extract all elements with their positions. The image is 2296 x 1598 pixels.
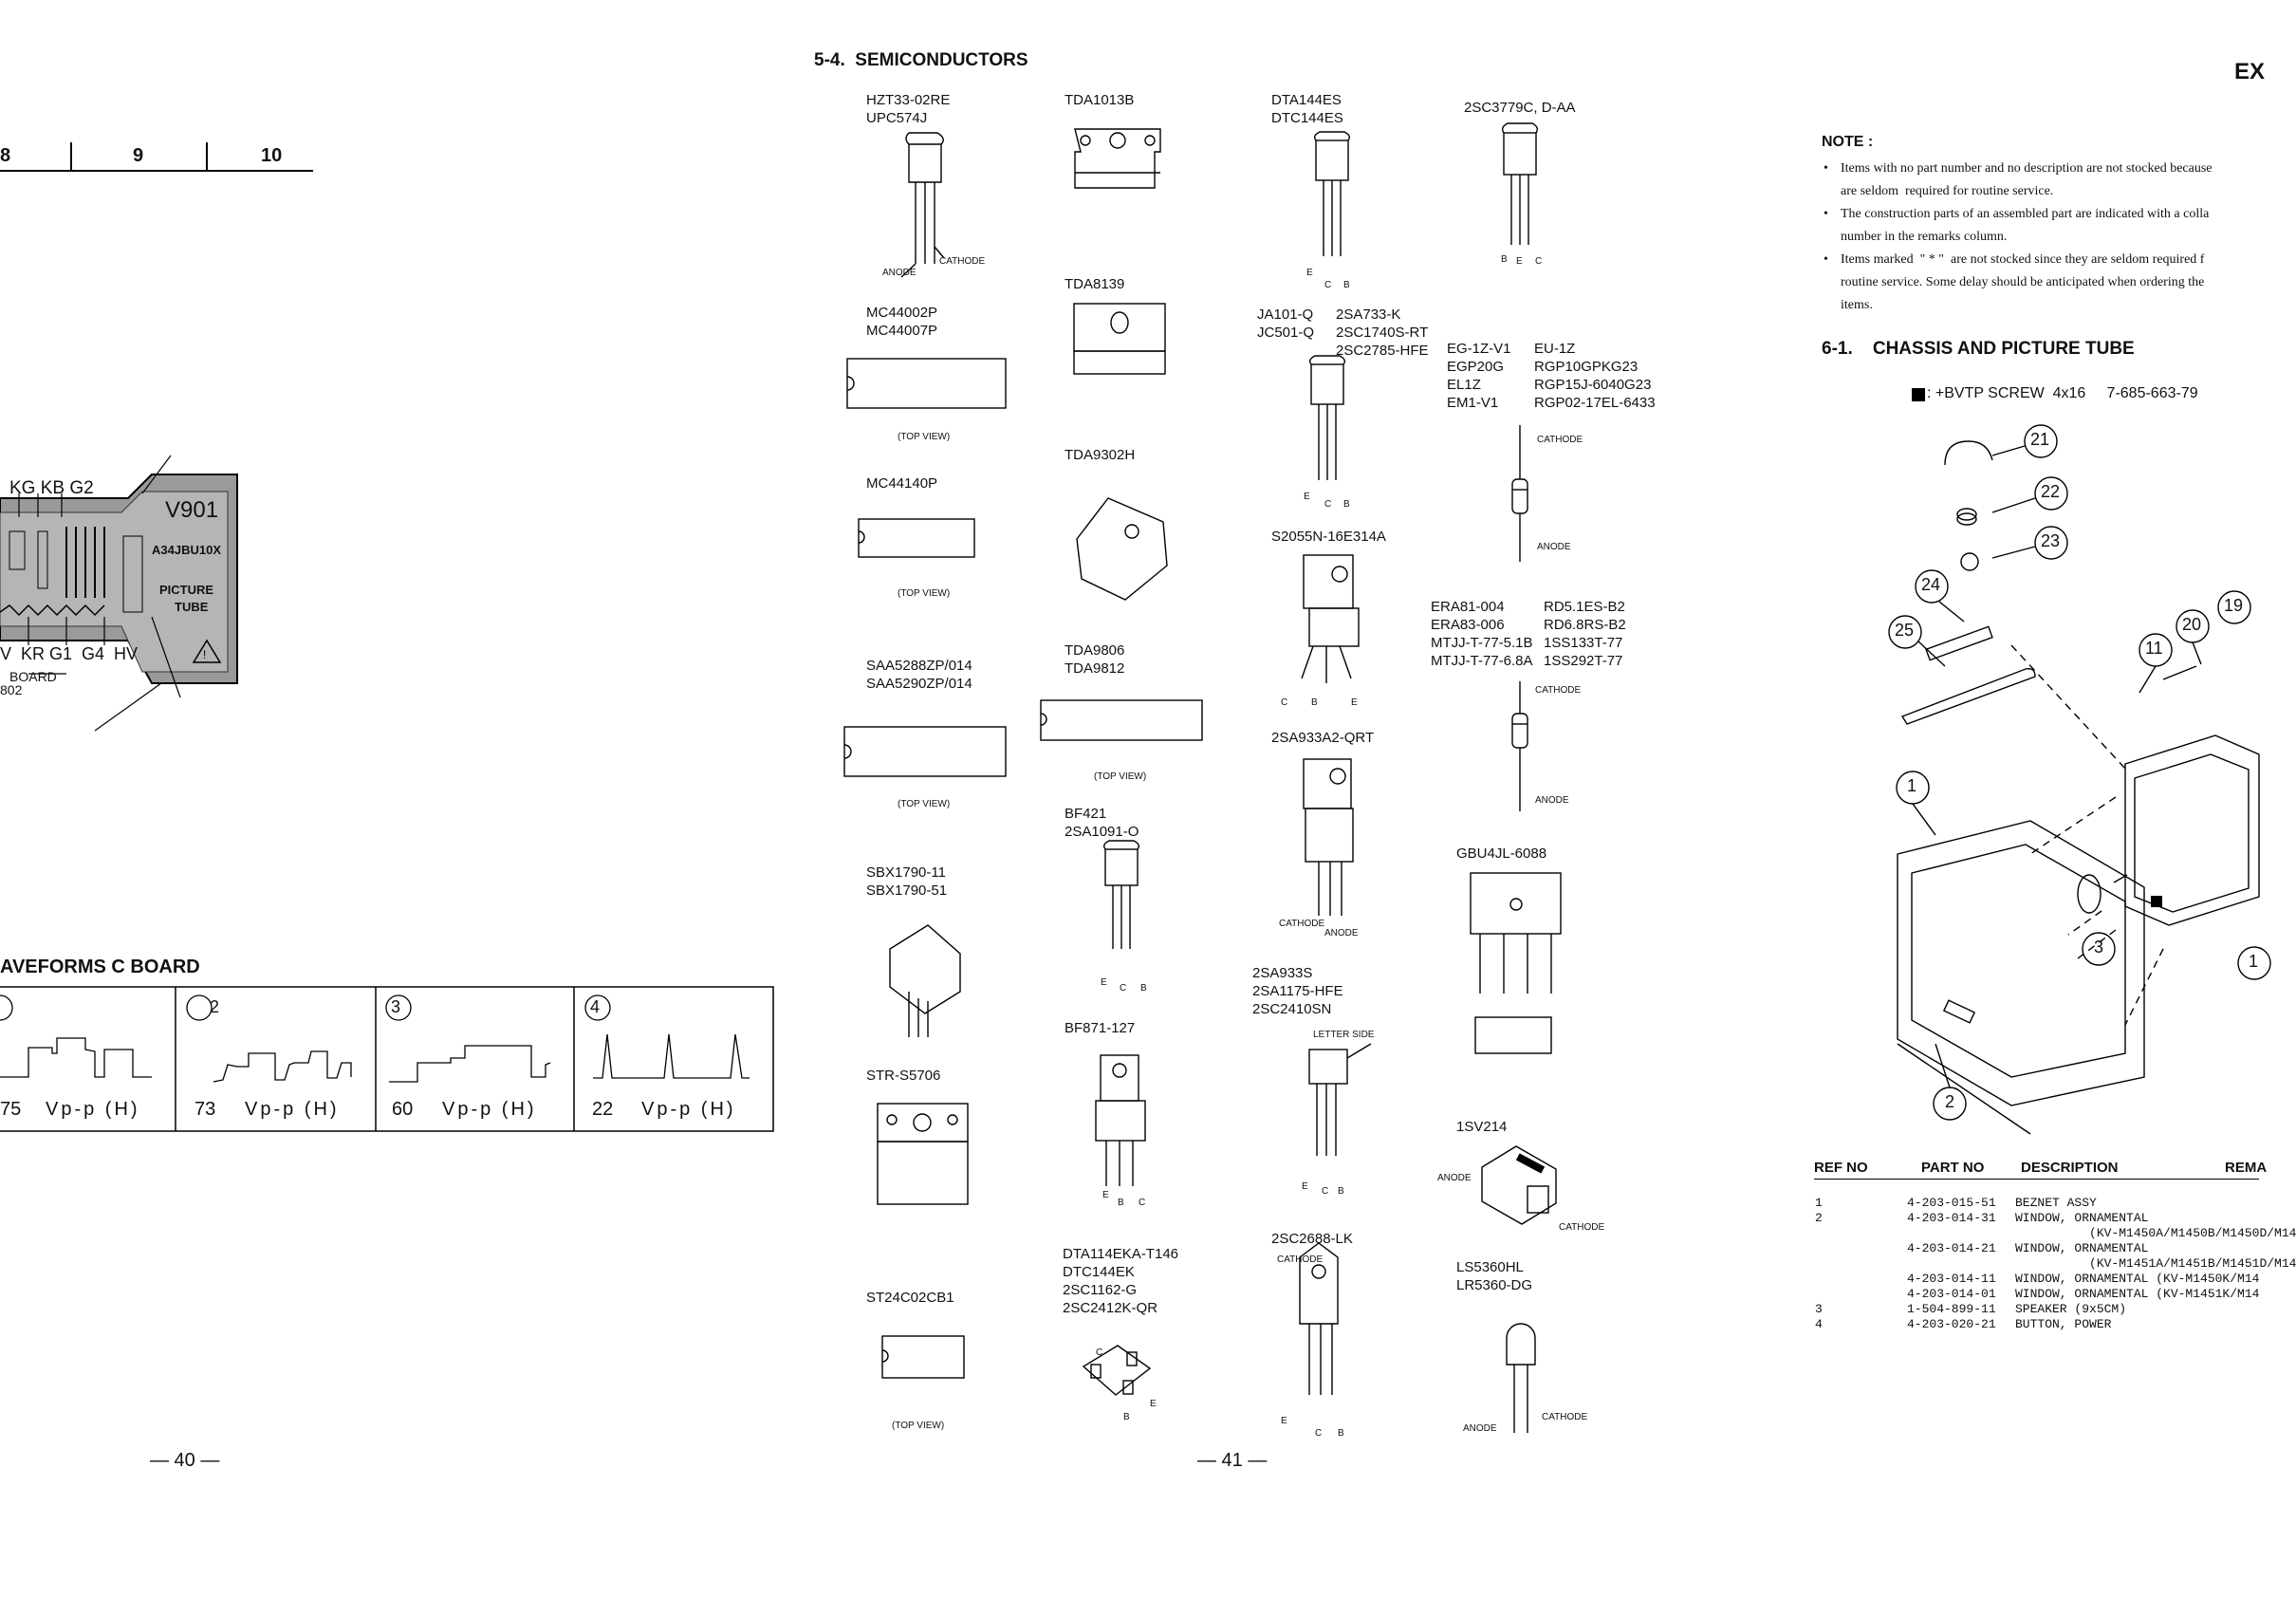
pin-label-e: E	[1102, 1190, 1109, 1200]
pin-label-c: C	[1322, 1186, 1329, 1197]
section-title-chassis: 6-1. CHASSIS AND PICTURE TUBE	[1822, 339, 2135, 359]
crt-label-board: BOARD	[9, 669, 57, 684]
pin-label-cathode: CATHODE	[1542, 1412, 1588, 1422]
pin-label-anode: ANODE	[1463, 1423, 1497, 1434]
part-label-s2055n: S2055N-16E314A	[1271, 529, 1386, 545]
waveform-3-value: 60	[392, 1099, 414, 1120]
part-label-tda1013b: TDA1013B	[1065, 92, 1135, 108]
note-line: number in the remarks column.	[1841, 230, 2008, 244]
pin-label-b: B	[1118, 1198, 1124, 1208]
pin-label-e: E	[1304, 492, 1310, 502]
pin-label-e: E	[1281, 1416, 1287, 1426]
pin-label-e: E	[1516, 256, 1523, 267]
note-bullet: •	[1824, 161, 1828, 176]
column-number: 10	[261, 145, 283, 166]
note-line: Items marked " * " are not stocked since they are seldom required f	[1841, 252, 2205, 267]
pin-label-top-view: (TOP VIEW)	[898, 588, 951, 599]
note-bullet: •	[1824, 207, 1828, 221]
part-label-gbu4jl: GBU4JL-6088	[1456, 845, 1547, 862]
pin-label-c: C	[1139, 1198, 1146, 1208]
note-line: are seldom required for routine service.	[1841, 184, 2054, 198]
pin-label-c: C	[1535, 256, 1543, 267]
pin-label-e: E	[1351, 697, 1358, 708]
pin-label-b: B	[1501, 254, 1508, 265]
pin-label-b: B	[1140, 983, 1147, 994]
callout-3: 3	[2094, 938, 2104, 957]
pin-label-cathode: CATHODE	[1559, 1222, 1605, 1233]
callout-22: 22	[2041, 482, 2061, 501]
pin-label-letter-side: LETTER SIDE	[1313, 1030, 1375, 1040]
waveform-4-number: 4	[590, 997, 601, 1016]
pin-label-b: B	[1343, 280, 1350, 290]
pin-label-cathode: CATHODE	[1537, 435, 1583, 445]
pin-label-c: C	[1315, 1428, 1323, 1439]
pin-label-anode: ANODE	[1535, 795, 1569, 806]
waveform-4-value: 22	[592, 1099, 614, 1120]
crt-label-v901: V901	[165, 497, 219, 523]
table-header-part-no: PART NO	[1921, 1160, 1985, 1176]
pin-label-b: B	[1338, 1186, 1344, 1197]
waveform-1-value: 75	[0, 1099, 22, 1120]
screw-marker-icon	[1912, 388, 1925, 401]
crt-label-picture: PICTURE	[159, 583, 214, 597]
part-label-2sc3779c: 2SC3779C, D-AA	[1464, 100, 1576, 116]
part-label-mc44002p: MC44002P MC44007P	[866, 305, 938, 339]
callout-2: 2	[1945, 1092, 1955, 1111]
part-label-eu-1z: EU-1Z RGP10GPKG23 RGP15J-6040G23 RGP02-17EL-6433	[1534, 341, 1656, 411]
callout-1: 1	[1907, 776, 1917, 795]
callout-11: 11	[2145, 639, 2163, 658]
part-label-ls5360hl: LS5360HL LR5360-DG	[1456, 1259, 1533, 1293]
waveform-2-number: 2	[210, 997, 220, 1016]
part-label-tda9302h: TDA9302H	[1065, 447, 1136, 463]
callout-21: 21	[2030, 430, 2050, 449]
crt-label-802: 802	[0, 682, 23, 697]
crt-label-kg-kb-g2: KG KB G2	[9, 478, 94, 498]
note-line: The construction parts of an assembled part are indicated with a colla	[1841, 207, 2210, 221]
pin-label-anode: ANODE	[1324, 928, 1359, 938]
pin-label-e: E	[1101, 977, 1107, 988]
pin-label-anode: ANODE	[1537, 542, 1571, 552]
part-label-eg-1z: EG-1Z-V1 EGP20G EL1Z EM1-V1	[1447, 341, 1511, 411]
part-label-era81: ERA81-004 ERA83-006 MTJJ-T-77-5.1B MTJJ-T-77-6.8A	[1431, 599, 1533, 669]
note-line: routine service. Some delay should be anticipated when ordering the	[1841, 275, 2205, 289]
callout-1b: 1	[2249, 952, 2259, 971]
exploded-view-diagram	[1879, 418, 2259, 1139]
waveform-3-label: Vp-p (H)	[442, 1099, 537, 1120]
pin-label-cathode: CATHODE	[1277, 1254, 1324, 1265]
pin-label-top-view: (TOP VIEW)	[1094, 771, 1147, 782]
pin-label-e: E	[1150, 1399, 1157, 1409]
pin-label-top-view: (TOP VIEW)	[898, 799, 951, 809]
pin-label-e: E	[1306, 268, 1313, 278]
pin-label-c: C	[1324, 280, 1332, 290]
pin-label-c: C	[1324, 499, 1332, 510]
screw-note: : +BVTP SCREW 4x16 7-685-663-79	[1927, 385, 2198, 401]
part-label-bf871: BF871-127	[1065, 1020, 1136, 1036]
table-header-ref-no: REF NO	[1814, 1160, 1868, 1176]
waveform-4-label: Vp-p (H)	[641, 1099, 736, 1120]
part-label-bf421: BF421 2SA1091-O	[1065, 806, 1139, 840]
waveform-2-label: Vp-p (H)	[245, 1099, 340, 1120]
waveform-1-label: Vp-p (H)	[46, 1099, 140, 1120]
part-label-mc44140p: MC44140P	[866, 475, 938, 492]
pin-label-b: B	[1343, 499, 1350, 510]
pin-label-e: E	[1302, 1181, 1308, 1192]
part-label-dta114eka: DTA114EKA-T146 DTC144EK 2SC1162-G 2SC2412K-QR	[1063, 1246, 1178, 1316]
pin-label-cathode: CATHODE	[1279, 919, 1325, 929]
waveform-3-number: 3	[391, 997, 401, 1016]
crt-label-pins: V KR G1 G4 HV	[0, 644, 139, 663]
pin-label-c: C	[1281, 697, 1288, 708]
part-label-st24c02cb1: ST24C02CB1	[866, 1290, 954, 1306]
part-label-saa5288: SAA5288ZP/014 SAA5290ZP/014	[866, 658, 972, 692]
page-number-40: — 40 —	[150, 1450, 220, 1471]
column-number: 9	[133, 145, 144, 166]
pin-label-anode: ANODE	[882, 268, 917, 278]
note-line: items.	[1841, 298, 1873, 312]
part-label-2sa933a2: 2SA933A2-QRT	[1271, 730, 1375, 746]
pin-label-b: B	[1338, 1428, 1344, 1439]
waveforms-title: AVEFORMS C BOARD	[0, 957, 200, 977]
waveform-2-value: 73	[194, 1099, 216, 1120]
crt-label-tube: TUBE	[175, 600, 209, 614]
table-header-rule	[1814, 1179, 2259, 1180]
part-label-2sc2688: 2SC2688-LK	[1271, 1231, 1353, 1247]
callout-24: 24	[1921, 575, 1941, 594]
part-label-sbx1790: SBX1790-11 SBX1790-51	[866, 864, 948, 899]
callout-23: 23	[2041, 531, 2061, 550]
crt-label-tube-model: A34JBU10X	[152, 543, 221, 557]
corner-title: EX	[2234, 59, 2266, 84]
part-label-2sa933s: 2SA933S 2SA1175-HFE 2SC2410SN	[1252, 965, 1343, 1017]
note-bullet: •	[1824, 252, 1828, 267]
part-label-1sv214: 1SV214	[1456, 1119, 1508, 1135]
column-number: 8	[0, 145, 11, 166]
section-title-semiconductors: 5-4. SEMICONDUCTORS	[814, 50, 1028, 70]
part-label-rd5-1es: RD5.1ES-B2 RD6.8RS-B2 1SS133T-77 1SS292T-77	[1544, 599, 1626, 669]
part-label-tda9806: TDA9806 TDA9812	[1065, 642, 1125, 677]
pin-label-c: C	[1120, 983, 1127, 994]
pin-label-b: B	[1123, 1412, 1130, 1422]
page-number-41: — 41 —	[1197, 1450, 1268, 1471]
pin-label-c: C	[1096, 1347, 1103, 1358]
pin-label-top-view: (TOP VIEW)	[892, 1421, 945, 1431]
pin-label-top-view: (TOP VIEW)	[898, 432, 951, 442]
callout-20: 20	[2182, 615, 2202, 634]
note-line: Items with no part number and no description are not stocked because	[1841, 161, 2213, 176]
pin-label-anode: ANODE	[1437, 1173, 1472, 1183]
table-header-description: DESCRIPTION	[2021, 1160, 2119, 1176]
table-header-remark: REMA	[2225, 1160, 2268, 1176]
pin-label-cathode: CATHODE	[939, 256, 986, 267]
part-label-dta144es: DTA144ES DTC144ES	[1271, 92, 1343, 126]
part-label-ja101: JA101-Q JC501-Q	[1257, 307, 1315, 341]
part-label-hzt33: HZT33-02RE UPC574J	[866, 92, 951, 126]
pin-label-b: B	[1311, 697, 1318, 708]
part-label-tda8139: TDA8139	[1065, 276, 1125, 292]
pin-label-cathode: CATHODE	[1535, 685, 1582, 696]
callout-25: 25	[1895, 621, 1915, 640]
callout-19: 19	[2224, 596, 2244, 615]
part-label-str-s5706: STR-S5706	[866, 1068, 941, 1084]
part-label-2sa733: 2SA733-K 2SC1740S-RT 2SC2785-HFE	[1336, 307, 1429, 359]
note-title: NOTE :	[1822, 134, 1874, 150]
svg-text:!: !	[203, 648, 207, 661]
